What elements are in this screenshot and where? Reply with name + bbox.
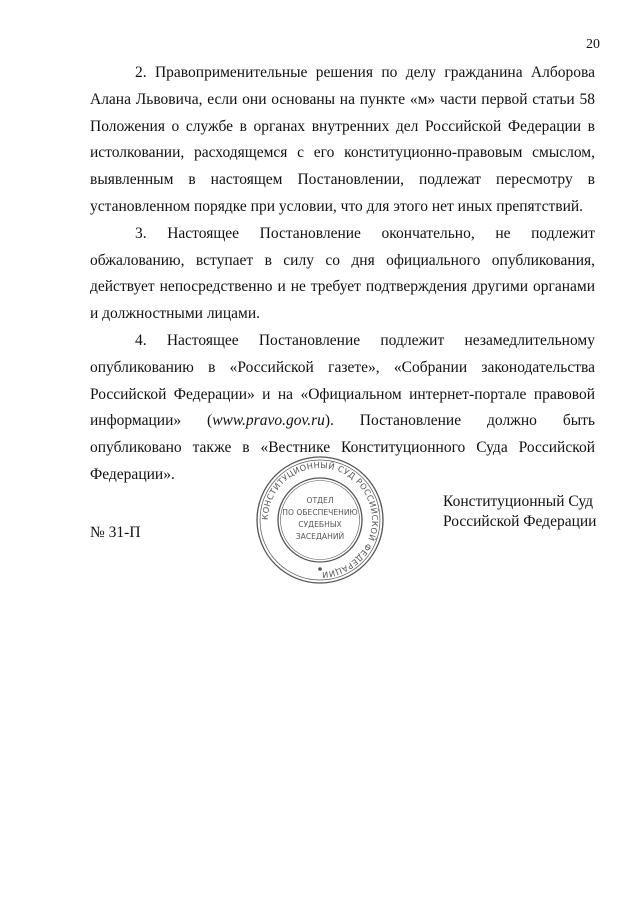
paragraph-3-text: 3. Настоящее Постановление окончательно, не подлежит обжалованию, вступает в силу со дня официального опубликования, действует непосредственно и не требует подтверждения другими органами и должностными лицами.: [90, 224, 595, 323]
stamp-center-text: [282, 496, 358, 541]
document-body: [90, 60, 595, 489]
court-seal-stamp: [255, 455, 385, 585]
stamp-ring-text: КОНСТИТУЦИОННЫЙ СУД РОССИЙСКОЙ ФЕДЕРАЦИИ: [259, 459, 381, 581]
stamp-center-line-2: ПО ОБЕСПЕЧЕНИЮ: [282, 508, 358, 517]
document-number: № 31-П: [90, 524, 141, 541]
paragraph-3: [90, 221, 595, 328]
court-signature: [443, 492, 596, 532]
stamp-star-icon: [318, 567, 322, 571]
stamp-center-line-3: СУДЕБНЫХ: [298, 520, 342, 529]
signature-line-2: Российской Федерации: [443, 513, 597, 530]
stamp-center-line-1: ОТДЕЛ: [306, 496, 334, 505]
stamp-center-line-4: ЗАСЕДАНИЙ: [295, 532, 345, 541]
signature-line-1: Конституционный Суд: [443, 493, 594, 510]
paragraph-4-text-after: ). Постановление должно быть опубликовано также в «Вестнике Конституционного Суда Российской Федерации».: [90, 412, 595, 483]
pravo-gov-link[interactable]: www.pravo.gov.ru: [212, 412, 325, 430]
page-number: 20: [586, 37, 600, 52]
paragraph-2: [90, 60, 595, 221]
paragraph-2-text: 2. Правоприменительные решения по делу гражданина Алборова Алана Львовича, если они основаны на пункте «м» части первой статьи 58 Положения о службе в органах внутренних дел Российской Федерации в истолковании, расходящемся с его конституционно-правовым смыслом, выявленным в настоящем Постановлении, подлежат пересмотру в установленном порядке при условии, что для этого нет иных препятствий.: [90, 64, 595, 215]
paragraph-4-text-before: 4. Настоящее Постановление подлежит незамедлительному опубликованию в «Российской газете», «Собрании законодательства Российской Федерации» и на «Официальном интернет-портале правовой информации» (: [90, 331, 595, 430]
